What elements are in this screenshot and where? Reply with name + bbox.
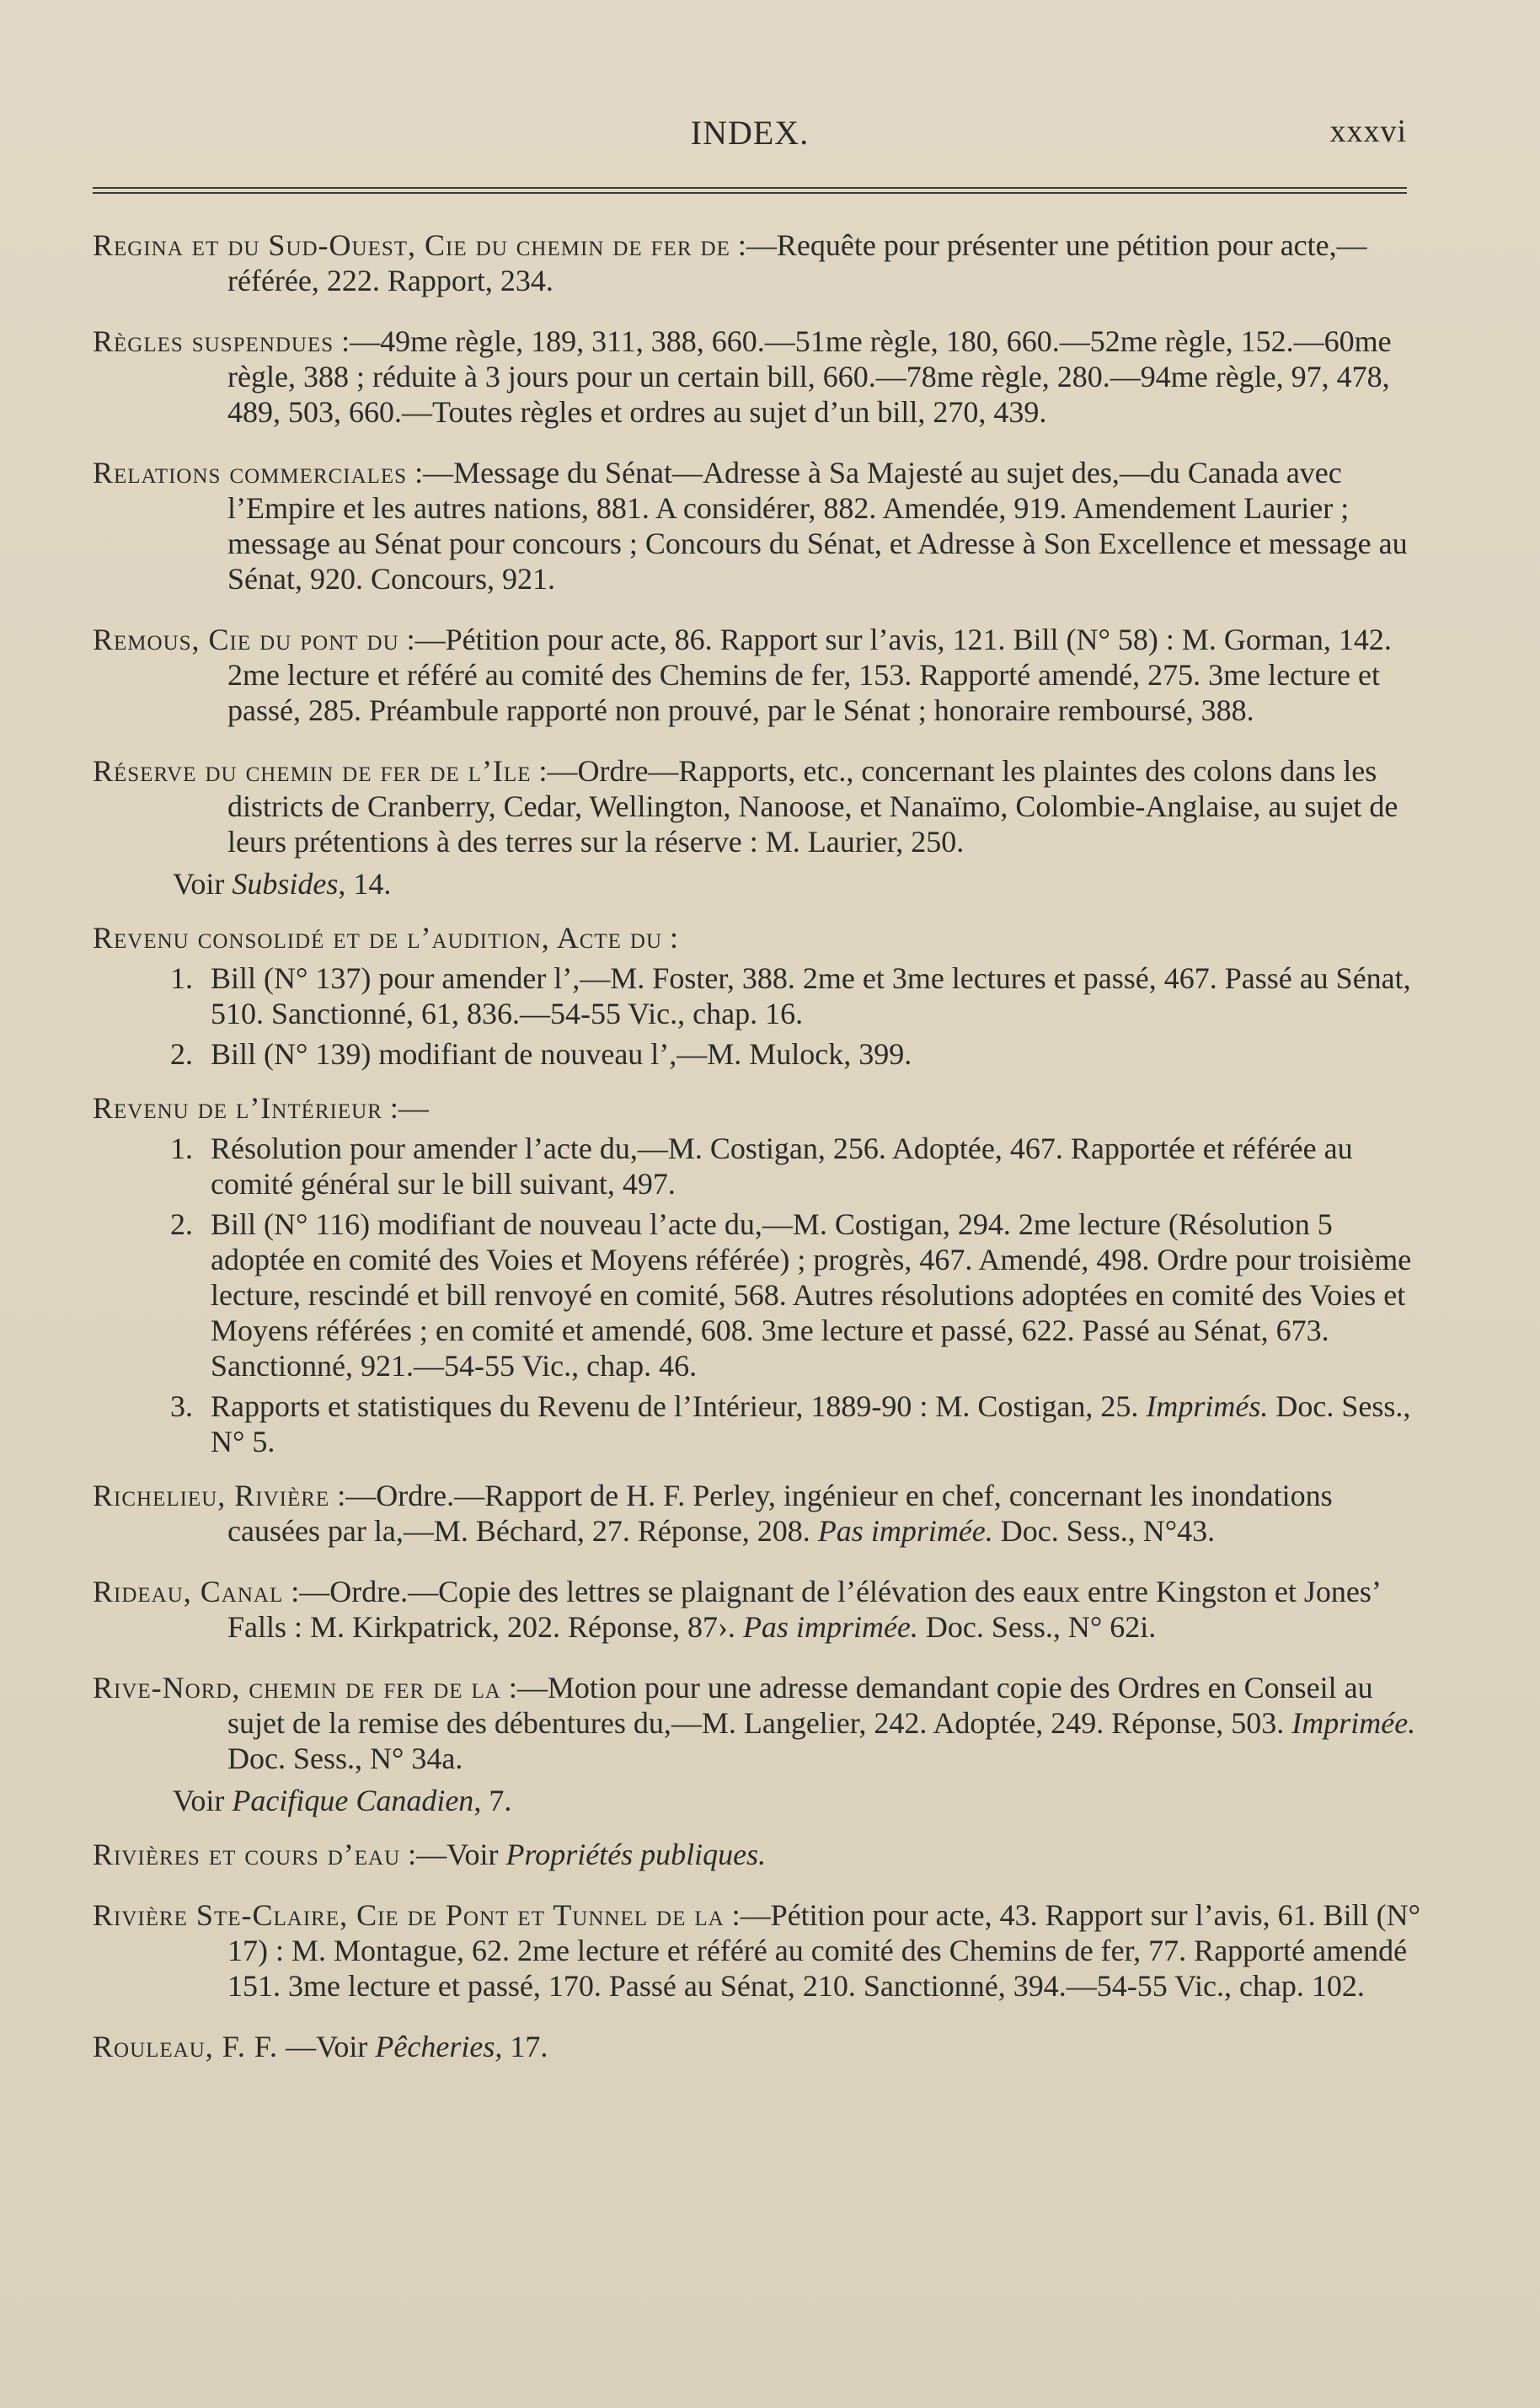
entry-tail: Doc. Sess., N° 62i.: [925, 1610, 1157, 1644]
sub-entry: [93, 1389, 1424, 1459]
entry-heading: Rouleau, F. F.: [93, 2030, 279, 2063]
entry-heading: Remous, Cie du pont du: [93, 623, 399, 656]
entry-text: :—Ordre—Rapports, etc., concernant les plaintes des colons dans les districts de Cranberry, Cedar, Wellington, Nanoose, et Nanaïmo, Colombie-Anglaise, au sujet de leurs prétentions à des terres sur la réserve : M. Laurier, 250.: [227, 754, 1398, 859]
entry-heading: Relations commerciales: [93, 456, 408, 490]
sub-number: 3.: [170, 1389, 193, 1423]
entry-heading: Revenu de l’Intérieur: [93, 1091, 382, 1125]
sub-text: Rapports et statistiques du Revenu de l’Intérieur, 1889-90 : M. Costigan, 25.: [211, 1389, 1139, 1423]
sub-italic: Imprimés.: [1146, 1389, 1269, 1423]
entry-heading: Richelieu, Rivière: [93, 1479, 330, 1512]
index-entry: [93, 2029, 1424, 2064]
entry-heading: Rivières et cours d’eau: [93, 1838, 401, 1871]
see-suffix: , 14.: [338, 867, 392, 901]
entry-text: :—Ordre.—Rapport de H. F. Perley, ingénieur en chef, concernant les inondations causées par la,—M. Béchard, 27. Réponse, 208.: [227, 1479, 1333, 1548]
sub-text: Bill (N° 116) modifiant de nouveau l’acte du,—M. Costigan, 294. 2me lecture (Résolution 5 adoptée en comité des Voies et Moyens référée) ; progrès, 467. Amendé, 498. Ordre pour troisième lecture, rescindé et bill renvoyé en comité, 568. Autres résolutions adoptées en comité des Voies et Moyens référées ; en comité et amendé, 608. 3me lecture et passé, 622. Passé au Sénat, 673. Sanctionné, 921.—54-55 Vic., chap. 46.: [211, 1207, 1412, 1383]
see-reference: [93, 866, 1424, 902]
see-target: Subsides: [232, 867, 339, 901]
entry-text: :—Pétition pour acte, 43. Rapport sur l’avis, 61. Bill (N° 17) : M. Montague, 62. 2me lecture et référé au comité des Chemins de fer, 77. Rapporté amendé 151. 3me lecture et passé, 170. Passé au Sénat, 210. Sanctionné, 394.—54-55 Vic., chap. 102.: [227, 1898, 1420, 2003]
entry-text: :—Ordre.—Copie des lettres se plaignant de l’élévation des eaux entre Kingston et Jones’ Falls : M. Kirkpatrick, 202. Réponse, 87›.: [227, 1575, 1380, 1644]
see-prefix: Voir: [173, 1784, 225, 1817]
see-reference: [93, 1783, 1424, 1818]
entry-heading: Réserve du chemin de fer de l’Ile: [93, 754, 532, 788]
index-entry: [93, 753, 1424, 859]
sub-number: 2.: [170, 1207, 193, 1241]
index-entry: [93, 1478, 1424, 1549]
index-entry: [93, 920, 1424, 955]
sub-number: 2.: [170, 1037, 193, 1071]
index-entry: [93, 622, 1424, 728]
see-suffix: , 7.: [473, 1784, 512, 1817]
entry-heading: Regina et du Sud-Ouest, Cie du chemin de fer de: [93, 228, 730, 262]
index-content: [93, 227, 1424, 2090]
entry-heading: Rideau, Canal: [93, 1575, 284, 1608]
page-title: INDEX.: [690, 114, 810, 152]
entry-italic: Imprimée.: [1291, 1706, 1416, 1740]
entry-text: :—Message du Sénat—Adresse à Sa Majesté au sujet des,—du Canada avec l’Empire et les autres nations, 881. A considérer, 882. Amendée, 919. Amendement Laurier ; message au Sénat pour concours ; Concours du Sénat, et Adresse à Son Excellence et message au Sénat, 920. Concours, 921.: [227, 456, 1408, 596]
sub-text: Résolution pour amender l’acte du,—M. Costigan, 256. Adoptée, 467. Rapportée et référée au comité général sur le bill suivant, 497.: [211, 1132, 1353, 1201]
entry-heading: Rivière Ste-Claire, Cie de Pont et Tunnel de la: [93, 1898, 725, 1932]
entry-text: :—49me règle, 189, 311, 388, 660.—51me règle, 180, 660.—52me règle, 152.—60me règle, 388 ; réduite à 3 jours pour un certain bill, 660.—78me règle, 280.—94me règle, 97, 478, 489, 503, 660.—Toutes règles et ordres au sujet d’un bill, 270, 439.: [227, 324, 1392, 429]
index-entry: [93, 455, 1424, 597]
page-header: [93, 110, 1407, 160]
sub-entry: [93, 961, 1424, 1031]
see-target: Pacifique Canadien: [232, 1784, 474, 1817]
index-entry: [93, 1090, 1424, 1126]
index-entry: [93, 1897, 1424, 2004]
entry-italic: Pêcheries,: [375, 2030, 503, 2063]
see-prefix: Voir: [173, 867, 225, 901]
sub-entry: [93, 1207, 1424, 1383]
entry-heading: Rive-Nord, chemin de fer de la: [93, 1671, 501, 1704]
entry-italic: Pas imprimée.: [742, 1610, 918, 1644]
index-entry: [93, 324, 1424, 430]
index-entry: [93, 1670, 1424, 1776]
entry-text: :—Voir: [408, 1838, 499, 1871]
entry-italic: Pas imprimée.: [817, 1514, 993, 1548]
entry-text: :—Motion pour une adresse demandant copie des Ordres en Conseil au sujet de la remise des débentures du,—M. Langelier, 242. Adoptée, 249. Réponse, 503.: [227, 1671, 1373, 1740]
page-number: xxxvi: [1329, 114, 1407, 149]
entry-text: :—: [389, 1091, 429, 1125]
entry-text: :—Requête pour présenter une pétition pour acte,—référée, 222. Rapport, 234.: [227, 228, 1367, 297]
index-entry: [93, 227, 1424, 298]
entry-heading: Revenu consolidé et de l’audition, Acte du: [93, 921, 663, 955]
sub-number: 1.: [170, 1132, 193, 1165]
entry-tail: Doc. Sess., N°43.: [1000, 1514, 1216, 1548]
sub-tail: Doc. Sess., N° 5.: [211, 1389, 1411, 1458]
entry-text: :: [670, 921, 679, 955]
index-entry: [93, 1837, 1424, 1872]
entry-italic: Propriétés publiques.: [505, 1838, 767, 1871]
entry-text: :—Pétition pour acte, 86. Rapport sur l’avis, 121. Bill (N° 58) : M. Gorman, 142. 2me lecture et référé au comité des Chemins de fer, 153. Rapporté amendé, 275. 3me lecture et passé, 285. Préambule rapporté non prouvé, par le Sénat ; honoraire remboursé, 388.: [227, 623, 1392, 727]
header-rule: [93, 187, 1407, 194]
sub-entry: [93, 1036, 1424, 1072]
entry-tail: Doc. Sess., N° 34a.: [227, 1742, 463, 1775]
sub-number: 1.: [170, 961, 193, 995]
sub-entry: [93, 1131, 1424, 1201]
sub-text: Bill (N° 139) modifiant de nouveau l’,—M. Mulock, 399.: [211, 1037, 912, 1071]
entry-tail: 17.: [510, 2030, 548, 2063]
entry-text: —Voir: [286, 2030, 368, 2063]
entry-heading: Règles suspendues: [93, 324, 334, 358]
sub-text: Bill (N° 137) pour amender l’,—M. Foster, 388. 2me et 3me lectures et passé, 467. Passé au Sénat, 510. Sanctionné, 61, 836.—54-55 Vic., chap. 16.: [211, 961, 1411, 1030]
index-entry: [93, 1574, 1424, 1645]
